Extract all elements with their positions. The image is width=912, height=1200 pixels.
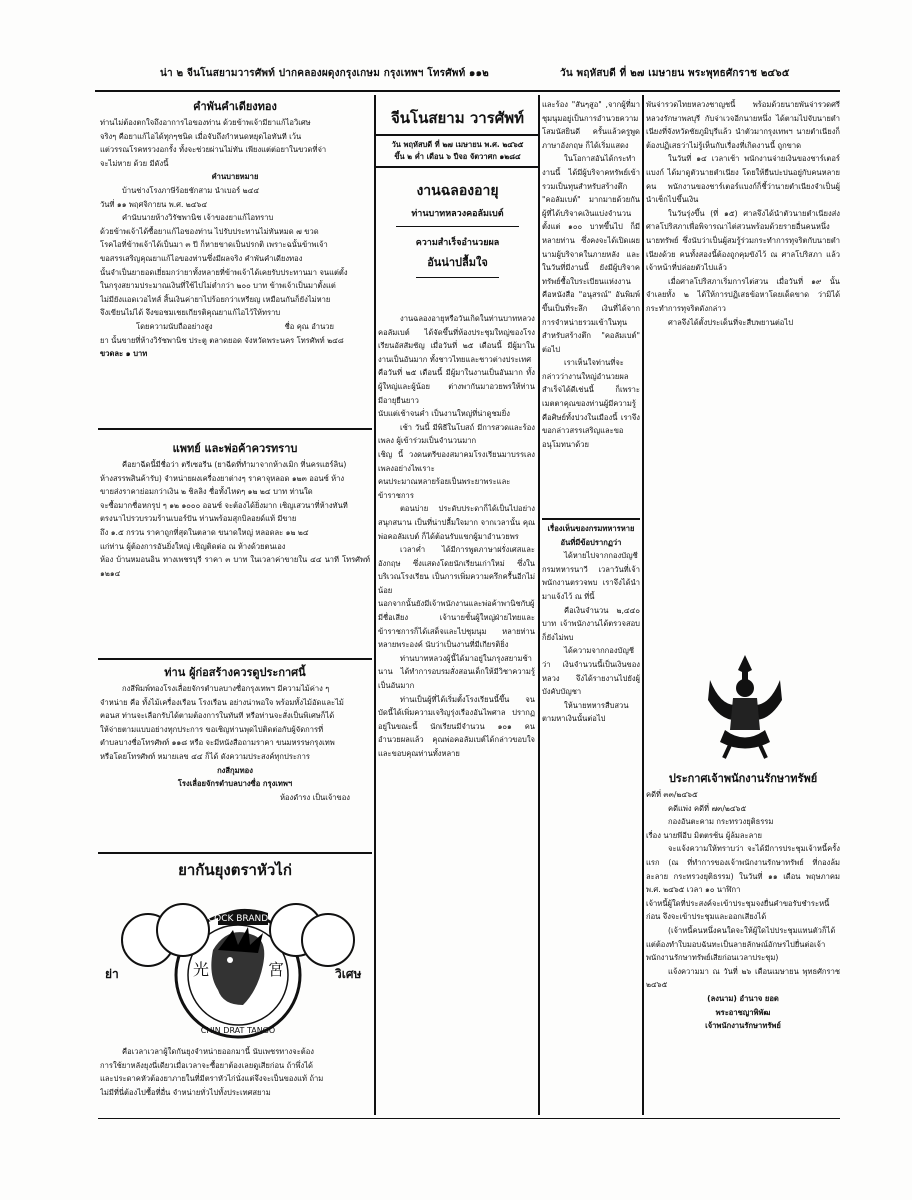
top-rule [95, 90, 840, 92]
svg-text:CHIN DRAT TANGO: CHIN DRAT TANGO [200, 1026, 276, 1035]
article-text: ท่านเป็นผู้ที่ได้เริ่มตั้งโรงเรียนนี้ขึ้น จนบัดนี้ได้เพิ่มความเจริญรุ่งเรืองอันไพศาล ปรากฏอยู่ในขณะนี้ นักเรียนมีจำนวน ๑๐๑ คน อำนวยผลแล้ว คุณพ่อคอลัมเบต์ได้กล่าวขอบใจ และขอบคุณท่านทั้งหลาย [378, 694, 535, 758]
section-rule [98, 852, 372, 854]
signer-name: อำนาจ ยอด [739, 993, 779, 1003]
ad-text: จะไม่หาย ด้วย มีดังนี้ [100, 158, 169, 168]
sign-line: ห้องดำรง เป็นเจ้าของ [279, 792, 350, 802]
article-text: งานฉลองอายุหรือวันเกิดในท่านบาทหลวงคอลัมเบต์ ได้จัดขึ้นที่ห้องประชุมใหญ่ของโรงเรียนอัสสัมชัญ เมื่อวันที่ ๒๕ เดือนนี้ มีผู้มาในงานเป็นอันมาก ทั้งชาวไทยและชาวต่างประเทศ [378, 314, 535, 364]
article-text: เมื่อศาลโปริสภาเริ่มการไต่สวน เมื่อวันที่ ๑๙ นั้น จำเลยทั้ง ๒ ได้ให้การปฏิเสธข้อหาโดยเด็ดขาด ว่ามิได้กระทำการทุจริตดังกล่าว [646, 276, 840, 313]
signoff: โดยความนับถืออย่างสูง [136, 321, 213, 331]
issue-date [376, 136, 539, 168]
article-text: ตอนบ่าย ประดับประดาก็ได้เป็นไปอย่างสนุกสนาน เป็นที่น่าปลื้มใจมาก จากเวลานั้น คุณพ่อคอลัมเบต์ ก็ได้ต้อนรับแขกผู้มาอำนวยพร [378, 504, 535, 541]
article-text: ท่านบาทหลวงผู้นี้ได้มาอยู่ในกรุงสยามช้านาน ได้ทำการอบรมสั่งสอนเด็กให้มีวิชาความรู้เป็นอันมาก [378, 653, 535, 691]
article-text: ให้นายทหารสืบสวนตามหาเงินนั้นต่อไป [542, 700, 629, 724]
article-text: พันจ่ารวดไทยหลวงชาญชนี้ พร้อมด้วยนายพันจ่ารวดศรีหลวงรักษาพลบุรี กับจ่าเวจอีกนายหนึ่ง ได้ตามไปจับนายตำเนียงที่จังหวัดชัยภูมิบุรีแล้ว นำตัวมากรุงเทพฯ นายตำเนียงก็ต้องปฏิเสธว่าไม่รู้เห็นกับเรื่องที่เกิดงานนี้ ถูกขาด [646, 100, 840, 150]
ad-text: ฅอนส ท่านจะเลือกรับได้ตามต้องการในทันที หรือท่านจะสั่งเป็นพิเศษก็ได้ [100, 711, 335, 721]
running-head-left: น่า ๒ จีนโนสยามวารศัพท์ ปากคลองผดุงกรุงเกษม กรุงเทพฯ โทรศัพท์ ๑๑๒ [160, 68, 489, 79]
letter-text: จึงเขียนไม่ได้ จึงขอชมเชยเกียรติคุณยาแก้ไอไว้ให้ทราบ [100, 308, 281, 318]
ad-text: กงสีพิมพ์ทองโรงเลื่อยจักรตำบลบางซื่อกรุงเทพฯ มีความไม้ค่าง ๆ [122, 684, 330, 693]
subheadline: ท่านบาทหลวงคอลัมเบต์ [396, 204, 519, 227]
article-text: ในวันรุ่งขึ้น (ที่ ๑๕) ศาลจึงได้นำตัวนายตำเนียงส่งศาลโปริสภาเพื่อพิจารณาไต่สวนพร้อมด้วยรายอื่นคนหนึ่ง นายทรัพย์ ซึ่งนับว่าเป็นผู้สมรู้ร่วมกระทำการทุจริตกับนายตำเนียงด้วย คนทั้งสองนี้ต้องถูกคุมขังไว้ ณ ศาลโปริสภา แล้วเจ้าหน้าที่ปล่อยตัวไปแล้ว [646, 208, 840, 273]
signer-title: เจ้าพนักงานรักษาทรัพย์ [705, 1021, 781, 1031]
bottom-rule [98, 1118, 840, 1119]
article-text: ได้ความจากกองบัญชีว่า เงินจำนวนนี้เป็นเงินของหลวง จึงได้รายงานไปยังผู้บังคับบัญชา [542, 646, 640, 697]
price: ขวดละ ๑ บาท [100, 349, 148, 359]
notice-text: แจ้งความมา ณ วันที่ ๒๖ เดือนเมษายน พุทธศักราช ๒๔๖๕ [646, 966, 840, 990]
sub-case-number: คดีแพ่ง คดีที่ ๗๓/๒๔๖๕ [668, 803, 747, 813]
ad-text: จะซื้อมากชื่อหกรุป ๆ ๑๒ ๑๐๐๐ ออนซ์ จะต้องได้ยิ่งมาก เชิญเสวนาที่ห้างทันที [100, 500, 348, 510]
article-text: ในโอกาสอันได้กระทำงานนี้ ได้มีผู้บริจาคทรัพย์เข้ารวมเป็นทุนสำหรับสร้างตึก "คอลัมเบต์" มากมายด้วยกัน ผู้ที่ได้บริจาคเงินแบ่งจำนวนตั้งแต่ ๑๐๐ บาทขึ้นไป ก็มีหลายท่าน ซึ่งคงจะได้เปิดเผยนามผู้บริจาคในภายหลัง และในวันที่มีงานนี้ ยังมีผู้บริจาคทรัพย์ซื้อใบระเบียนแห่งงาน คือหนังสือ "อนุสรณ์" อันพิมพ์ขึ้นเป็นที่ระลึก เงินที่ได้จากการจำหน่ายรวมเข้าในทุนสำหรับสร้างตึก "คอลัมเบต์" ต่อไป [542, 154, 640, 354]
ad-title: ท่าน ผู้ก่อสร้างควรดูประกาศนี้ [164, 666, 306, 679]
ad-text: จำหน่าย คือ ทั้งไม้เครื่องเรือน โรงเรือน อย่างน่าพอใจ พร้อมทั้งไม้อัดและไม้ [100, 697, 344, 707]
ad-title: คำพันคำเดียงทอง [193, 100, 277, 113]
subheadline: ความสำเร็จอำนวยผล [415, 238, 500, 248]
article-text: ได้หายไปจากกองบัญชีกรมทหารนาวี เวลาวันที่เจ้าพนักงานตรวจพบ เราจึงได้นำมาแจ้งไว้ ณ ที่นี้ [542, 551, 640, 601]
ad-builders [100, 664, 370, 844]
official-notice [646, 770, 840, 1115]
letter-text: ในกรุงสยามประมาณเงินที่ใช้ไปไม่ต่ำกว่า ๒๐๐ บาท ข้าพเจ้าเป็นมาตั้งแต่ [100, 281, 336, 291]
article-text: คือวันที่ ๒๕ เดือนนี้ มีผู้มาในงานเป็นอันมาก ทั้งผู้ใหญ่และผู้น้อย ต่างพากันมาอวยพรให้ท่านมีอายุยืนยาว [378, 368, 535, 405]
ad-text: หรือโดยโทรศัพท์ หมายเลข ๔๔ ก็ได้ ดังความประสงค์ทุกประการ [100, 751, 310, 761]
article-text: คือเงินจำนวน ๒,๔๔๐ บาท เจ้าพนักงานได้ตรวจสอบก็ยังไม่พบ [542, 605, 640, 642]
news-title: เรื่องเห็นของกรมทหารหาย [547, 524, 635, 533]
newspaper-title: จีนโนสยาม วารศัพท์ [376, 100, 539, 136]
notice-text: กองอันตะคาม กระทรวงยุติธรรม [668, 817, 774, 827]
notice-title: ประกาศเจ้าพนักงานรักษาทรัพย์ [668, 772, 818, 785]
ad-text: ท่านไม่ต้องตกใจถึงอาการไอของท่าน ด้วยข้าพเจ้ามียาแก้ไอวิเศษ [100, 118, 311, 127]
article-text: เช้า วันนี้ มีพิธีในโบสถ์ มีการสวดและร้องเพลง ผู้เข้าร่วมเป็นจำนวนมาก [378, 422, 535, 446]
article-text: และร้อง "สันๆสูอ" ,จากผู้ที่มาชุมนุมอยู่เป็นการอำนวยความโสมนัสยินดี ครั้นแล้วครูพูดภาษาอังกฤษ ก็ได้เริ่มแสดง [542, 100, 640, 150]
address: บ้านช่างโรงภาษีร้อยชักสาม นำเบอร์ ๒๔๔ [122, 185, 260, 195]
date-line: ขึ้น ๒ ค่ำ เดือน ๖ ปีจอ จัตวาศก ๑๒๘๔ [394, 152, 521, 161]
ad-text: ตำบลบางซื่อโทรศัพท์ ๑๑๘ หรือ จะมีหนังสือถามราคา ขนมหรรษกรุงเทพ [100, 738, 335, 748]
ad-text: คือเวลาเวลาผู้ใดกันยุงจำหน่ายออกมานี้ นับเพชรทางจะต้อง [122, 1047, 314, 1056]
cock-brand-logo [118, 895, 358, 1040]
ad-text: ให้จ่ายตามแบบอย่างทุกประการ ขอเชิญท่านพุดไปติดต่อกับผู้จัดการที่ [100, 724, 324, 734]
signer: ชื่อ คุณ อำนวย [284, 321, 334, 331]
svg-text:COCK BRAND: COCK BRAND [207, 914, 269, 924]
ad-text: จริงๆ คือยาแก้ไอได้ทุกๆชนิด เมื่อจับถึงกำหนดหยุดไอทันที เว้น [100, 131, 302, 141]
prefix-text: ย่า [105, 967, 119, 981]
article-text: เวลาค่ำ ได้มีการพูดภาษาฝรั่งเศสและอังกฤษ ซึ่งแสดงโดยนักเรียนเก่าใหม่ ซึ่งในบริเวณโรงเรียน เป็นการเพิ่มความครึกครื้นอีกไม่น้อย [378, 545, 535, 595]
case-number: คดีที่ ๓๓/๒๔๖๕ [646, 790, 698, 799]
article-text: นับแต่เช้าจนค่ำ เป็นงานใหญ่ที่น่าดูชมยิ่ง [378, 409, 510, 419]
ad-text: ตรงนาไปรวบรวมร้านเบอร์ปัน ท่านพร้อมสุกบิลอยด์แท้ มีขาย [100, 514, 297, 524]
ad-title: ยากันยุงตราหัวไก่ [178, 861, 292, 879]
letter-text: ด้วยข้าพเจ้าได้ซื้อยาแก้ไอของท่าน ไปรับประทานไม่ทันหมด ๗ ขวด [100, 226, 319, 236]
column-divider [642, 95, 644, 1115]
article-text: ในวันที่ ๑๔ เวลาเช้า พนักงานจ่ายเงินของชาร์เตอร์แบงก์ ได้มาดูตัวนายตำเนียง โดยให้ยืนปะปนอยู่กับคนหลายคน พนักงานของชาร์เตอร์แบงก์ก็ชี้ว่านายตำเนียงจำเป็นผู้นำเช็กไปขึ้นเงิน [646, 154, 840, 205]
article-continued [542, 98, 640, 518]
headline: งานฉลองอายุ [416, 183, 499, 199]
news-subtitle: อันที่มีข้อปรากฏว่า [560, 537, 622, 547]
section-rule [98, 658, 372, 660]
ad-title: แพทย์ และพ่อค้าควรทราบ [172, 442, 298, 455]
svg-text:光: 光 [193, 960, 210, 979]
svg-text:宮: 宮 [268, 960, 285, 979]
testimonial-heading: คำนบายหมาย [211, 172, 259, 182]
article-center [378, 312, 535, 1117]
notice-text: (เจ้าหนี้คนหนึ่งคนใดจะให้ผู้ใดไปประชุมแทนตัวก็ได้ แต่ต้องทำใบมอบฉันทะเป็นลายลักษณ์อักษรไปยื่นต่อเจ้าพนักงานรักษาทรัพย์เสียก่อนเวลาประชุม) [646, 925, 836, 963]
letter-text: ไม่มียังแอดเวอไทส์ สิ้นเงินค่ายาไปร้อยกว่าเหรียญ เหมือนกันก็ยังไม่หาย [100, 294, 331, 304]
masthead [375, 100, 540, 278]
ad-text: คือยาฉีดนี้มีชื่อว่า ตรีเซอรีน (ยาฉีดที่ทำมาจากห้างเมิก ที่นครแฮร์ลิน) [122, 460, 347, 469]
ad-footer: ยา นั้นขายที่ห้างวิรัชพานิช ประตู ตลาดยอด จังหวัดพระนคร โทรศัพท์ ๒๔๘ [100, 335, 344, 345]
letter-text: นั้นจำเป็นยายอดเยี่ยมกว่ายาทั้งหลายที่ข้าพเจ้าได้เคยรับประทานมา จนแต่ตั้ง [100, 267, 348, 277]
ad-mosquito-text [100, 1045, 370, 1120]
running-head-right: วัน พฤหัสบดี ที่ ๒๗ เมษายน พระพุทธศักราช ๒๔๖๕ [560, 68, 790, 79]
notice-text: จะแจ้งความให้ทราบว่า จะได้มีการประชุมเจ้าหนี้ครั้งแรก (ณ ที่ทำการของเจ้าพนักงานรักษาทรัพย์ ที่กองล้มละลาย กระทรวงยุติธรรม) ในวันที่ ๑๑ เดือน พฤษภาคม พ.ศ. ๒๔๖๕ เวลา ๑๐ นาฬิกา [646, 844, 840, 895]
ad-footer: ห้อง บ้านหมอนอิน ทางเพชรบุรี ราคา ๓ บาท ในเวลาค่าขายใน ๔๔ นาที โทรศัพท์ ๑๒๑๔ [100, 555, 370, 578]
notice-text: เรื่อง นายพีอีบ มิตตรช้น ผู้ล้มละลาย [646, 830, 762, 840]
garuda-emblem-icon [700, 650, 790, 760]
letter-text: ขอสรรเสริญคุณยาแก้ไอของท่านซึ่งมีผลจริง คำพันคำเดียงทอง [100, 253, 303, 263]
ad-text: ขายส่งราคาย่อมกว่าเงิน ๒ ชิลลิง ชื่อทั้งไหดๆ ๑๒ ๒๔ บาท ท่านใด [100, 487, 313, 497]
ad-text: และประดาคหัวต้องยาภายในที่มีตราหัวไก่นั่งแต่จึงจะเป็นของแท้ ถ้าม [100, 1074, 324, 1084]
ad-text: ถึง ๑.๕ กรวน ราคาถูกที่สุดในตลาด ขนาดใหญ่ หลอดละ ๑๒ ๒๔ [100, 527, 309, 537]
sign-line: กงสีกุมทอง [217, 765, 253, 775]
article-right [646, 98, 840, 638]
letter-text: โรคไอที่ข้าพเจ้าได้เป็นมา ๓ ปี ก็หายขาดเป็นปรกติ เพราะฉนั้นข้าพเจ้า [100, 240, 328, 250]
signer-title: พระอาชญาพิพัฒ [715, 1007, 771, 1017]
ad-text: การใช้ยาหลังยุงนี่เดียวเมื่อเวลาจะซื้อยาต้องเลยดูเสียก่อน ถ้าพึ่งได้ [100, 1060, 313, 1070]
section-rule [98, 428, 372, 430]
article-text: นอกจากนั้นยังมีเจ้าพนักงานและพ่อค้าพานิชกับผู้มีชื่อเสียง เจ้านายชั้นผู้ใหญ่ฝ่ายไทยและข้าราชการก็ได้เสด็จและไปชุมนุม หลายท่านหลายพระองค์ นับว่าเป็นงานที่มีเกียรติยิ่ง [378, 599, 535, 650]
ad-text: แต่วรรณโรคทรวงอกรั้ง ทั้งจะช่วยผ่านไม่ทัน เพียงแต่ต่อยาในขวดที่จ่า [100, 145, 327, 155]
ad-cough-medicine [100, 98, 370, 418]
article-text: ศาลจึงได้ตั้งประเด็นที่จะสืบพยานต่อไป [668, 317, 794, 327]
article-missing-money [542, 522, 640, 1117]
ad-doctors-merchants [100, 440, 370, 640]
signer-label: (ลงนาม) [707, 993, 737, 1003]
article-text: เราเห็นใจท่านที่จะกล่าวว่างานใหญ่อำนวยผลสำเร็จได้ดีเช่นนี้ ก็เพราะเมตตาคุณของท่านผู้มีความรู้คือศิษย์ทั้งปวงในเมืองนี้ เราจึงขอกล่าวสรรเสริญและขออนุโมทนาด้วย [542, 358, 640, 449]
side-text: วิเศษ [335, 967, 362, 981]
sign-line: โรงเลื่อยจักรตำบลบางซื่อ กรุงเทพฯ [177, 779, 293, 789]
letter-text: คำนับนายห้างวิรัชพานิช เจ้าของยาแก้ไอทราบ [122, 213, 274, 223]
ad-text: แก่ท่าน ผู้ต้องการอันยิ่งใหญ่ เชิญติดต่อ ณ ห้างด้วยตนเอง [100, 541, 286, 551]
signer-line [646, 992, 840, 1006]
letter-date: วันที่ ๑๑ พฤศจิกายน พ.ศ. ๒๔๖๔ [100, 199, 208, 209]
notice-text: เจ้าหนี้ผู้ใดที่ประสงค์จะเข้าประชุมจงยื่นคำขอรับชำระหนี้ก่อน จึงจะเข้าประชุมและออกเสียงได้ [646, 898, 830, 922]
article-text: คนประมาณหลายร้อยเป็นพระยาพระและข้าราชการ [378, 477, 511, 500]
date-line: วัน พฤหัสบดี ที่ ๒๗ เมษายน พ.ศ. ๒๔๖๕ [391, 140, 524, 149]
ad-text: ห้างสรรพสินค้ารับ) จำหน่ายผงเครื่องยาต่างๆ ราคาจุหลอด ๑๒๓ ออนซ์ ห้าง [100, 473, 345, 483]
article-text: เชิญ นี้ วงดนตรีของสมาคมโรงเรียนมาบรรเลงเพลงอย่างไพเราะ [378, 449, 535, 473]
section-rule [542, 518, 640, 520]
subheadline: อันน่าปลื้มใจ [416, 251, 499, 278]
ad-text: ไม่มีที่นี่ต้องไปซื้อที่อื่น จำหน่ายทั่วไปทั้งประเทศสยาม [100, 1087, 271, 1097]
